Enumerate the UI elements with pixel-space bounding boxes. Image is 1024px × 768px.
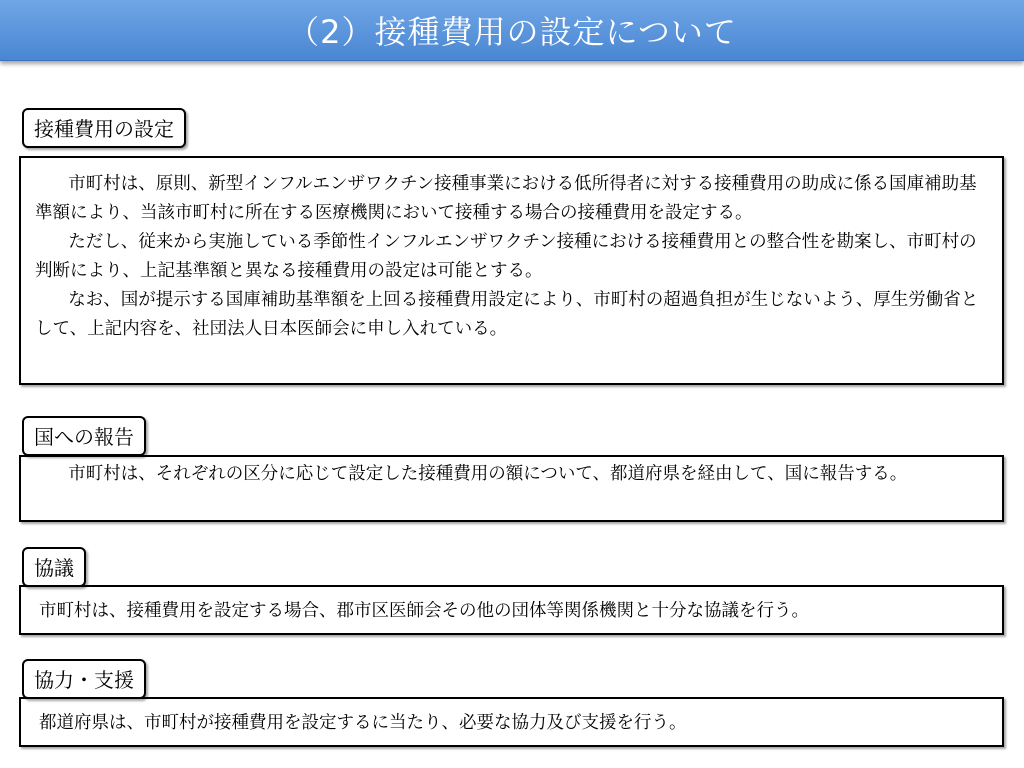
section-label-setting [22, 108, 186, 148]
paragraph: 市町村は、それぞれの区分に応じて設定した接種費用の額について、都道府県を経由して、国に報告する。 [68, 464, 908, 484]
paragraph: 市町村は、接種費用を設定する場合、郡市区医師会その他の団体等関係機関と十分な協議を行う。 [39, 601, 809, 621]
section-box-report [19, 455, 1004, 522]
section-box-setting [19, 156, 1004, 385]
section-box-consultation [19, 585, 1004, 635]
section-label-text: 協議 [34, 556, 74, 580]
paragraph: ただし、従来から実施している季節性インフルエンザワクチン接種における接種費用との整合性を勘案し、市町村の判断により、上記基準額と異なる接種費用の設定は可能とする。 [35, 232, 977, 281]
section-label-consultation [22, 547, 86, 587]
section-label-support [22, 659, 146, 699]
title-bar [0, 0, 1024, 61]
paragraph: 市町村は、原則、新型インフルエンザワクチン接種事業における低所得者に対する接種費用の助成に係る国庫補助基準額により、当該市町村に所在する医療機関において接種する場合の接種費用を設定する。 [35, 174, 977, 223]
paragraph: なお、国が提示する国庫補助基準額を上回る接種費用設定により、市町村の超過負担が生じないよう、厚生労働省として、上記内容を、社団法人日本医師会に申し入れている。 [35, 290, 979, 339]
page-title: （2）接種費用の設定について [287, 13, 737, 51]
paragraph: 都道府県は、市町村が接種費用を設定するに当たり、必要な協力及び支援を行う。 [39, 713, 687, 733]
section-label-text: 国への報告 [34, 425, 134, 449]
section-label-text: 接種費用の設定 [34, 117, 174, 141]
section-label-report [22, 416, 146, 456]
section-box-support [19, 697, 1004, 747]
section-label-text: 協力・支援 [34, 668, 134, 692]
